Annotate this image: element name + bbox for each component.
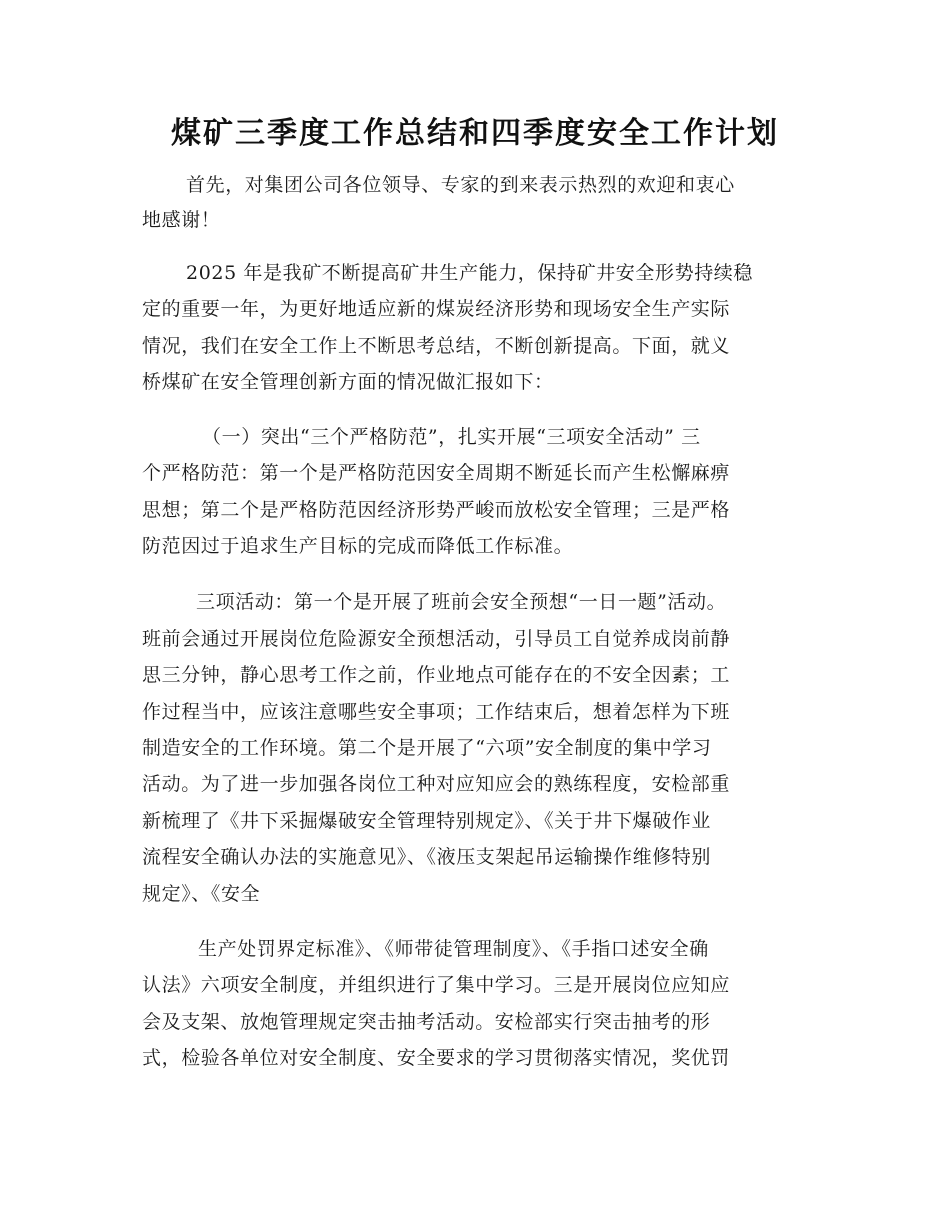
paragraph-1-line-1: 首先，对集团公司各位领导、专家的到来表示热烈的欢迎和衷心 — [186, 174, 735, 196]
paragraph-2-line-1: 2025 年是我矿不断提高矿井生产能力，保持矿井安全形势持续稳 — [186, 262, 753, 284]
paragraph-4-line-3: 思三分钟，静心思考工作之前，作业地点可能存在的不安全因素；工 — [142, 664, 731, 686]
paragraph-3-line-4: 防范因过于追求生产目标的完成而降低工作标准。 — [142, 535, 574, 557]
paragraph-3-line-3: 思想；第二个是严格防范因经济形势严峻而放松安全管理；三是严格 — [142, 499, 731, 521]
paragraph-4-line-4: 作过程当中，应该注意哪些安全事项；工作结束后，想着怎样为下班 — [142, 701, 731, 723]
paragraph-3-line-2: 个严格防范：第一个是严格防范因安全周期不断延长而产生松懈麻痹 — [142, 462, 731, 484]
paragraph-4-line-1: 三项活动：第一个是开展了班前会安全预想“一日一题”活动。 — [196, 591, 727, 613]
paragraph-4-line-8: 流程安全确认办法的实施意见》、《液压支架起吊运输操作维修特别 — [142, 846, 712, 868]
paragraph-2-line-4: 桥煤矿在安全管理创新方面的情况做汇报如下： — [142, 371, 554, 393]
paragraph-3-line-1: （一）突出“三个严格防范”，扎实开展“三项安全活动” 三 — [202, 426, 701, 448]
paragraph-4-line-6: 活动。为了进一步加强各岗位工种对应知应会的熟练程度，安检部重 — [142, 773, 731, 795]
document-title: 煤矿三季度工作总结和四季度安全工作计划 — [171, 116, 779, 151]
paragraph-4-line-9: 规定》、《安全 — [142, 883, 261, 905]
paragraph-5-line-3: 会及支架、放炮管理规定突击抽考活动。安检部实行突击抽考的形 — [142, 1011, 711, 1033]
paragraph-4-line-7: 新梳理了《井下采掘爆破安全管理特别规定》、《关于井下爆破作业 — [142, 810, 712, 832]
paragraph-5-line-2: 认法》六项安全制度，并组织进行了集中学习。三是开展岗位应知应 — [142, 974, 731, 996]
paragraph-5-line-4: 式，检验各单位对安全制度、安全要求的学习贯彻落实情况，奖优罚 — [142, 1047, 731, 1069]
paragraph-2-line-2: 定的重要一年，为更好地适应新的煤炭经济形势和现场安全生产实际 — [142, 298, 731, 320]
paragraph-1-line-2: 地感谢！ — [142, 209, 221, 231]
paragraph-4-line-2: 班前会通过开展岗位危险源安全预想活动，引导员工自觉养成岗前静 — [142, 628, 731, 650]
paragraph-5-line-1: 生产处罚界定标准》、《师带徒管理制度》、《手指口述安全确 — [198, 938, 709, 960]
paragraph-4-line-5: 制造安全的工作环境。第二个是开展了“六项”安全制度的集中学习 — [142, 737, 712, 759]
paragraph-2-line-3: 情况，我们在安全工作上不断思考总结，不断创新提高。下面，就义 — [142, 335, 731, 357]
